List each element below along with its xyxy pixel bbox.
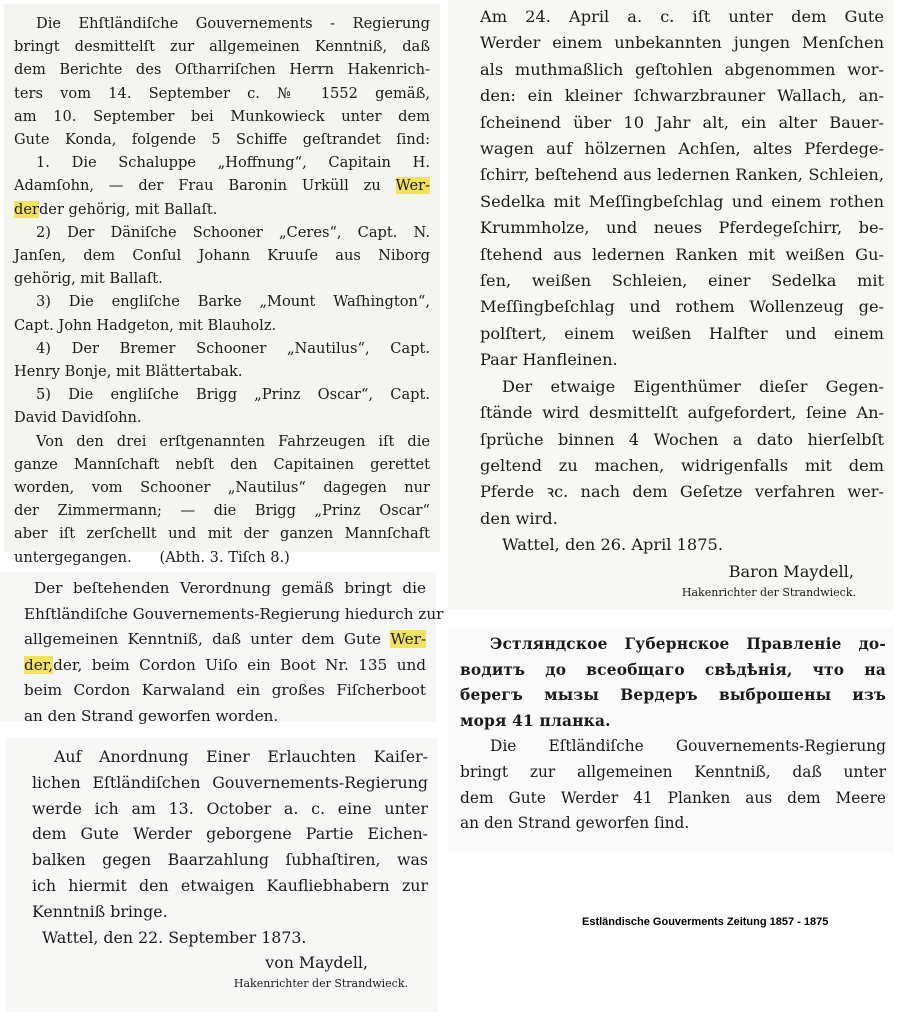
text-line: der Zimmermann; — die Brigg „Prinz Oscar“: [14, 502, 430, 520]
text-line: Pferde ꝛc. nach dem Geſetze verfahren wer-: [480, 482, 884, 502]
clipping-planks-notice: [448, 628, 894, 852]
text-line: als muthmaßlich geſtohlen abgenommen wor-: [480, 59, 884, 79]
text-line-with-highlight: [24, 653, 426, 679]
text-line: balken gegen Baarzahlung ſubhaſtiren, was: [32, 850, 428, 870]
text-fragment: Adamſohn, — der Frau Baronin Urküll zu: [14, 177, 396, 195]
text-line: Kenntniß bringe.: [32, 901, 168, 921]
text-line: dem Gute Werder geborgene Partie Eichen-: [32, 824, 428, 844]
text-line: ſtände wird desmittelſt aufgefordert, ſeine An-: [480, 403, 884, 423]
signature: von Maydell,: [265, 953, 368, 973]
notice-date: Wattel, den 26. April 1875.: [502, 535, 723, 555]
russian-text-line: берегъ мызы Вердеръ выброшены изъ: [460, 686, 886, 705]
clipping-oak-beams-auction-notice: [6, 738, 438, 1012]
text-line: aber iſt zerſchellt und mit der ganzen Mannſchaft: [14, 525, 430, 543]
text-line: worden, vom Schooner „Nautilus“ dagegen nur: [14, 479, 430, 497]
text-line: Paar Hanfleinen.: [480, 350, 618, 370]
text-line: Krummholze, und neues Pferdegeſchirr, be-: [480, 218, 884, 238]
russian-text-line: водитъ до всеобщаго свѣдѣнія, что на: [460, 660, 886, 679]
text-line: Sedelka mit Meſſingbeſchlag und einem rothen: [480, 191, 884, 211]
text-line: 3) Die engliſche Barke „Mount Waſhington“,: [36, 293, 430, 311]
text-line: Auf Anordnung Einer Erlauchten Kaiſer-: [54, 747, 428, 766]
clipping-shipwreck-notice: [4, 4, 440, 566]
clipping-boats-stranded-notice: [0, 572, 444, 725]
text-line: ſtehend aus ledernen Ranken mit weißen Gu-: [480, 244, 884, 264]
text-line: Der beſtehenden Verordnung gemäß bringt die: [34, 579, 426, 597]
highlight-werder: Wer-: [390, 630, 426, 648]
highlight-werder: Wer-: [395, 177, 430, 195]
text-line: werde ich am 13. October a. c. eine unter: [32, 798, 428, 818]
signature-title: Hakenrichter der Strandwieck.: [681, 585, 856, 599]
text-line: beim Cordon Karwaland ein großes Fiſcherboot: [24, 681, 426, 699]
text-line: 2) Der Däniſche Schooner „Ceres“, Capt. N.: [36, 223, 430, 241]
text-fragment: der, beim Cordon Uiſo ein Boot Nr. 135 und: [53, 655, 426, 674]
text-line-with-highlight: [24, 627, 426, 653]
text-line: an den Strand geworfen ſind.: [460, 814, 690, 833]
clipping-horse-found-notice: [448, 0, 894, 610]
text-line: Die Eſtländiſche Gouvernements-Regierung: [490, 737, 886, 756]
text-line: lichen Eſtländiſchen Gouvernements-Regierung: [32, 772, 428, 792]
text-line: ſprüche binnen 4 Wochen a dato hierſelbſt: [480, 429, 884, 449]
text-line: Capt. John Hadgeton, mit Blauholz.: [14, 316, 277, 334]
text-line: bringt desmittelſt zur allgemeinen Kenntniß, daß: [14, 38, 430, 56]
text-line: dem Gute Werder 41 Planken aus dem Meere: [460, 788, 886, 807]
signature-title: Hakenrichter der Strandwieck.: [233, 977, 408, 991]
text-line: Am 24. April a. c. iſt unter dem Gute: [480, 7, 884, 26]
russian-text-line: моря 41 планка.: [460, 711, 611, 730]
text-line: Gute Konda, folgende 5 Schiffe geſtrandet ſind:: [14, 131, 430, 149]
text-line-with-highlight: [14, 198, 430, 221]
source-credit: Estländische Gouverments Zeitung 1857 - 1875: [582, 916, 829, 928]
text-line: 5) Die engliſche Brigg „Prinz Oscar“, Capt.: [36, 386, 430, 404]
text-line: ich hiermit den etwaigen Kaufliebhabern zur: [32, 875, 428, 895]
text-line: wagen auf hölzernen Achſen, altes Pferdege-: [480, 139, 884, 159]
signature: Baron Maydell,: [728, 561, 854, 581]
text-line: untergegangen. (Abth. 3. Tiſch 8.): [14, 548, 290, 566]
text-line: 4) Der Bremer Schooner „Nautilus“, Capt.: [36, 339, 430, 357]
text-line: ters vom 14. September c. № 1552 gemäß,: [14, 84, 430, 102]
text-line: 1. Die Schaluppe „Hoffnung“, Capitain H.: [36, 154, 430, 172]
highlight-werder: der,: [24, 655, 54, 674]
text-line: Ehſtländiſche Gouvernements-Regierung hiedurch zur: [24, 604, 444, 623]
text-line: ſcheinend über 10 Jahr alt, ein alter Bauer-: [480, 112, 884, 132]
russian-text-line: Эстляндское Губернское Правленіе до-: [490, 635, 886, 653]
text-line: Janſen, dem Conſul Johann Kruuſe aus Niborg: [14, 247, 430, 265]
text-line: bringt zur allgemeinen Kenntniß, daß unter: [460, 762, 886, 781]
text-line: ſen, weißen Schleien, einer Sedelka mit: [480, 271, 884, 291]
text-line: an den Strand geworfen worden.: [24, 706, 279, 725]
text-line: ſchirr, beſtehend aus ledernen Ranken, Schleien,: [480, 165, 884, 185]
text-line-with-highlight: [14, 174, 430, 197]
text-line: polſtert, einem weißen Halfter und einem: [480, 323, 884, 343]
text-fragment: der gehörig, mit Ballaſt.: [38, 200, 218, 218]
text-line: den wird.: [480, 508, 558, 528]
text-line: geltend zu machen, widrigenfalls mit dem: [480, 455, 884, 475]
text-line: am 10. September bei Munkowieck unter dem: [14, 107, 430, 125]
text-line: Die Ehſtländiſche Gouvernements - Regierung: [36, 15, 430, 32]
text-line: Meſſingbeſchlag und rothem Wollenzeug ge-: [480, 297, 884, 317]
text-line: Von den drei erſtgenannten Fahrzeugen iſt die: [36, 432, 430, 450]
text-line: gehörig, mit Ballaſt.: [14, 270, 163, 288]
text-line: ganze Mannſchaft nebſt den Capitainen gerettet: [14, 455, 430, 473]
text-fragment: allgemeinen Kenntniß, daß unter dem Gute: [24, 630, 391, 648]
text-line: Werder einem unbekannten jungen Menſchen: [480, 33, 884, 53]
text-line: den: ein kleiner ſchwarzbrauner Wallach, an-: [480, 86, 884, 106]
text-line: Henry Bonje, mit Blättertabak.: [14, 363, 243, 381]
highlight-werder: der: [14, 200, 39, 218]
text-line: dem Berichte des Oſtharriſchen Herrn Hakenrich-: [14, 61, 430, 79]
text-line: David Davidſohn.: [14, 409, 142, 427]
text-line: Der etwaige Eigenthümer dieſer Gegen-: [502, 376, 884, 396]
notice-date: Wattel, den 22. September 1873.: [42, 927, 307, 947]
